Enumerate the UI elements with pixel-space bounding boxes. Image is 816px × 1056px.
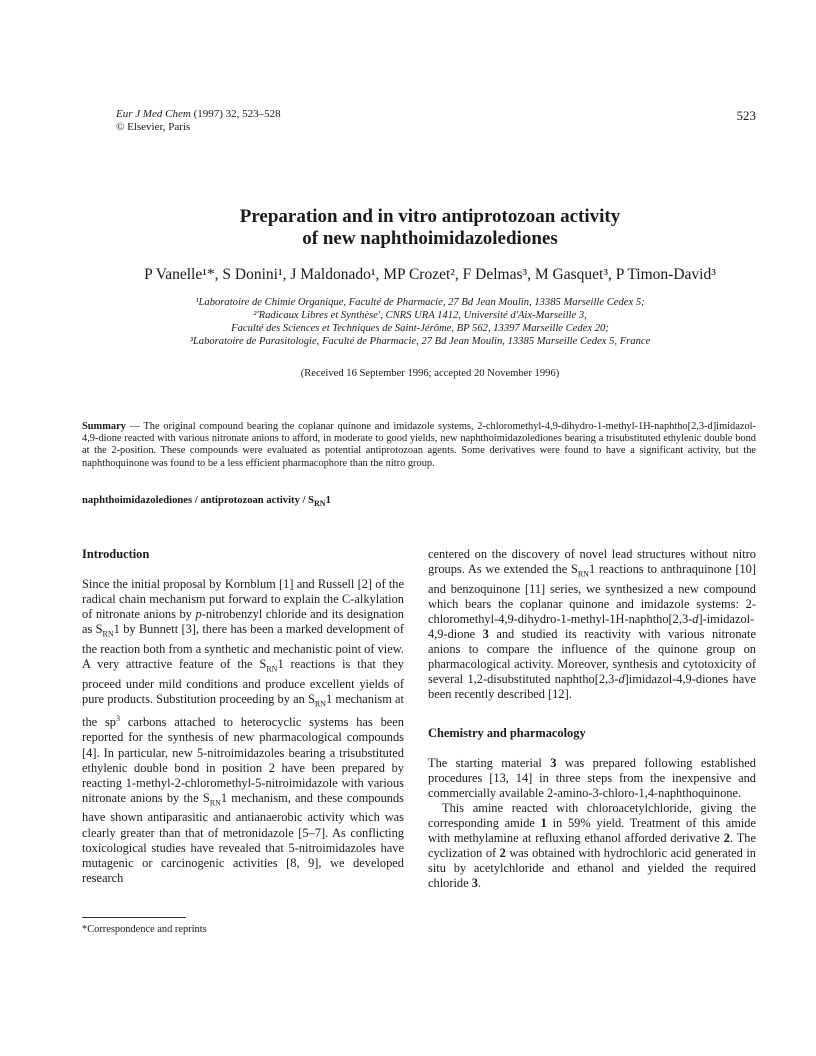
keywords: naphthoimidazolediones / antiprotozoan activity / $S_{RN}1$ [82, 495, 331, 509]
chemistry-paragraph-2: This amine reacted with chloroacetylchloride, giving the corresponding amide 1 in 59% yield. Treatment of this amide with methylamine at refluxing ethanol afforded derivative 2. The cyclization of 2 was obtained with hydrochloric acid generated in situ by acetylchloride and ethanol and yielded the required chloride 3. [428, 800, 756, 891]
affiliation-1: ¹Laboratoire de Chimie Organique, Faculté de Pharmacie, 27 Bd Jean Moulin, 13385 Marseille Cedex 5; [195, 297, 645, 308]
page-number: 523 [736, 108, 756, 123]
chemistry-heading: Chemistry and pharmacology [428, 726, 586, 741]
author-list: P Vanelle¹*, S Donini¹, J Maldonado¹, MP Crozet², F Delmas³, M Gasquet³, P Timon-David³ [144, 266, 716, 283]
summary [82, 421, 756, 470]
summary-text: — The original compound bearing the coplanar quinone and imidazole systems, 2-chloromethyl-4,9-dihydro-1-methyl-1H-naphtho[2,3-d]imidazol-4,9-dione reacted with various nitronate anions to afford, in moderate to good yields, new naphthoimidazolediones bearing a trisubstituted ethylenic double bond at the 2-position. These compounds were evaluated as potential antiprotozoan agents. Some derivatives were found to have a significant activity, but the naphthoquinone was found to be a less efficient pharmacophore than the nitro group. [82, 421, 756, 469]
footnote-rule [82, 917, 186, 918]
title-line-2: of new naphthoimidazolediones [302, 228, 558, 249]
affiliations [90, 296, 750, 348]
intro-continued: centered on the discovery of novel lead structures without nitro groups. As we extended the $S_{RN}1$ reactions to anthraquinone [10] and benzoquinone [11] series, we synthesized a new compound which bears the coplanar quinone and imidazole systems: 2-chloromethyl-4,9-dihydro-1-methyl-1H-naphtho[2,3-d]-imidazol-4,9-dione 3 and studied its reactivity with various nitronate anions to compare the influence of the quinone group on pharmacological activity. Moreover, synthesis and cytotoxicity of several 1,2-disubstituted naphtho[2,3-d]imidazol-4,9-diones have been recently described [12]. [428, 547, 756, 702]
running-header [116, 108, 281, 134]
footnote: *Correspondence and reprints [82, 924, 207, 935]
chemistry-paragraph-1: The starting material 3 was prepared following established procedures [13, 14] in three steps from the inexpensive and commercially available 2-amino-3-chloro-1,4-naphthoquinone. [428, 755, 756, 800]
publisher: © Elsevier, Paris [116, 121, 191, 133]
received-dates: (Received 16 September 1996; accepted 20 November 1996) [300, 368, 560, 379]
title-line-1: Preparation and in vitro antiprotozoan activity [239, 206, 621, 227]
affiliation-2-cont: Faculté des Sciences et Techniques de Saint-Jérôme, BP 562, 13397 Marseille Cedex 20; [231, 323, 609, 334]
summary-label: Summary [82, 421, 126, 432]
intro-paragraph: Since the initial proposal by Kornblum [1] and Russell [2] of the radical chain mechanism put forward to explain the C-alkylation of nitronate anions by p-nitrobenzyl chloride and its designation as $S_{RN}1$ by Bunnett [3], there has been a marked development of the reaction both from a synthetic and mechanistic point of view. A very attractive feature of the $S_{RN}1$ reactions is that they proceed under mild conditions and produce excellent yields of pure products. Substitution proceeding by an $S_{RN}1$ mechanism at the $sp^3$ carbons attached to heterocyclic systems has been reported for the synthesis of new pharmacological compounds [4]. In particular, new 5-nitroimidazoles bearing a trisubstituted ethylenic double bond in position 2 have been prepared by reacting 1-methyl-2-chloromethyl-5-nitroimidazole with various nitronate anions by the $S_{RN}1$ mechanism, and these compounds have shown antiparasitic and antianaerobic activity which was clearly greater than that of metronidazole [5–7]. As conflicting toxicological studies have revealed that 5-nitroimidazoles have mutagenic or carcinogenic activities [8, 9], we developed research [82, 577, 405, 885]
left-column [82, 547, 404, 886]
journal-citation: Eur J Med Chem (1997) 32, 523–528 [116, 108, 281, 120]
affiliation-3: ³Laboratoire de Parasitologie, Faculté de Pharmacie, 27 Bd Jean Moulin, 13385 Marseille Cedex 5, France [189, 336, 651, 347]
right-column [428, 547, 756, 891]
article-title [110, 206, 750, 250]
affiliation-2: ²'Radicaux Libres et Synthèse', CNRS URA 1412, Université d'Aix-Marseille 3, [253, 310, 587, 321]
introduction-heading: Introduction [82, 547, 150, 561]
